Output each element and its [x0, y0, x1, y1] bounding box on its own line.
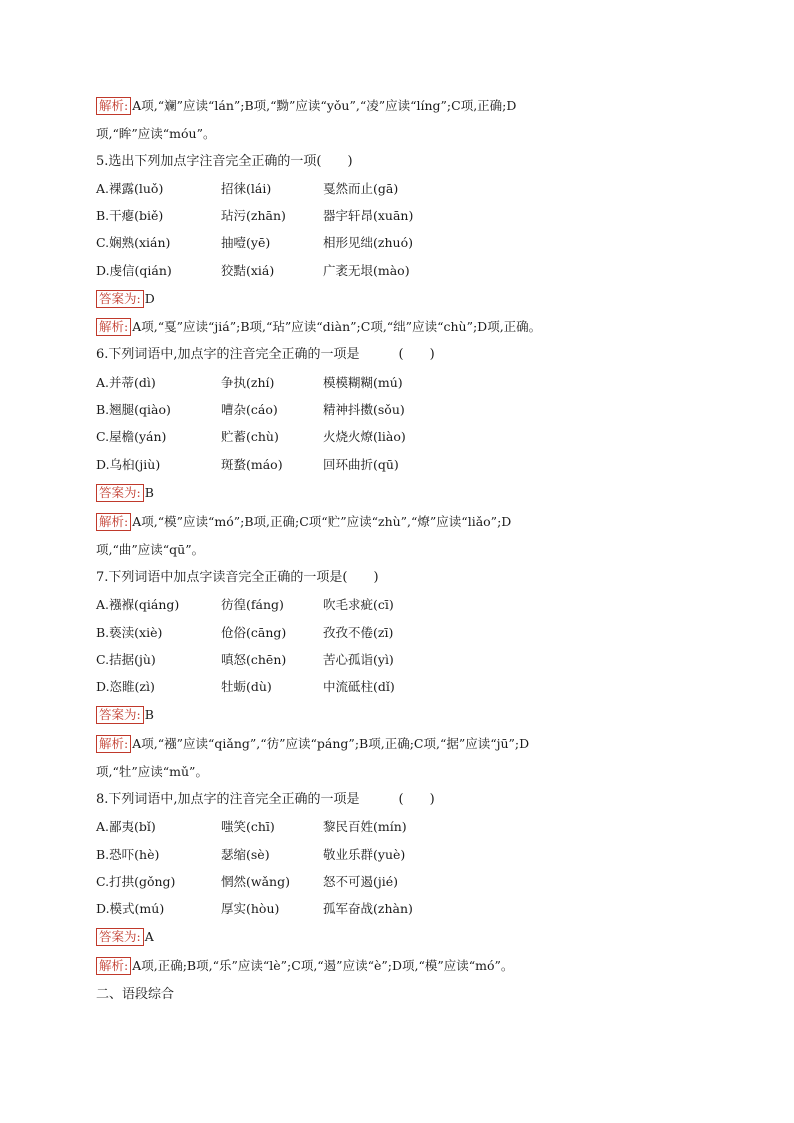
- q5-option-c-3: 相形见绌(zhuó): [323, 235, 413, 250]
- q4-analysis-line2: 项,“眸”应读“móu”。: [96, 126, 216, 141]
- q6-option-c-1: C.屋檐(yán): [96, 429, 167, 444]
- q6-analysis-line2: 项,“曲”应读“qū”。: [96, 542, 205, 557]
- q7-stem: 7.下列词语中加点字读音完全正确的一项是( ): [96, 570, 379, 585]
- q7-option-a-1: A.襁褓(qiáng): [96, 597, 180, 612]
- q6-option-d-2: 斑蝥(máo): [221, 457, 283, 472]
- q5-option-b-1: B.干瘪(biě): [96, 208, 164, 223]
- q4-analysis-line1: 解析: A项,“斓”应读“lán”;B项,“黝”应读“yǒu”,“凌”应读“líng”;C项,正确;D: [96, 97, 516, 115]
- q7-answer: 答案为: B: [96, 706, 154, 724]
- q6-analysis-line1: 解析: A项,“模”应读“mó”;B项,正确;C项“贮”应读“zhù”,“燎”应读“liǎo”;D: [96, 513, 511, 531]
- q5-stem: 5.选出下列加点字注音完全正确的一项( ): [96, 154, 353, 169]
- q8-option-b-2: 瑟缩(sè): [221, 847, 270, 862]
- answer-tag: 答案为:: [96, 706, 144, 724]
- q7-option-d-1: D.恣睢(zì): [96, 679, 155, 694]
- q5-option-a-2: 招徕(lái): [221, 181, 272, 196]
- q8-option-a-2: 嗤笑(chī): [221, 819, 275, 834]
- q6-option-d-3: 回环曲折(qū): [323, 457, 399, 472]
- q8-option-b-1: B.恐吓(hè): [96, 847, 160, 862]
- q7-option-c-3: 苦心孤诣(yì): [323, 652, 394, 667]
- q8-option-b-3: 敬业乐群(yuè): [323, 847, 406, 862]
- answer-tag: 答案为:: [96, 484, 144, 502]
- q8-answer: 答案为: A: [96, 928, 154, 946]
- q5-option-a-1: A.裸露(luǒ): [96, 181, 164, 196]
- q6-option-d-1: D.乌桕(jiù): [96, 457, 161, 472]
- q5-option-b-2: 玷污(zhān): [221, 208, 286, 223]
- analysis-tag: 解析:: [96, 97, 131, 115]
- q5-option-d-2: 狡黠(xiá): [221, 263, 275, 278]
- q6-option-b-3: 精神抖擞(sǒu): [323, 402, 405, 417]
- q5-option-a-3: 戛然而止(gā): [323, 181, 399, 196]
- section-heading: 二、语段综合: [96, 987, 175, 1002]
- analysis-tag: 解析:: [96, 735, 131, 753]
- q7-option-c-2: 嗔怒(chēn): [221, 652, 287, 667]
- q7-option-c-1: C.拮据(jù): [96, 652, 156, 667]
- q6-option-a-3: 模模糊糊(mú): [323, 375, 403, 390]
- q8-option-d-2: 厚实(hòu): [221, 901, 280, 916]
- q5-option-c-1: C.娴熟(xián): [96, 235, 171, 250]
- q8-option-c-2: 惘然(wǎng): [221, 874, 290, 889]
- q8-analysis: 解析: A项,正确;B项,“乐”应读“lè”;C项,“遏”应读“è”;D项,“模”应读“mó”。: [96, 957, 513, 975]
- q8-option-c-1: C.打拱(gǒng): [96, 874, 176, 889]
- analysis-tag: 解析:: [96, 513, 131, 531]
- q8-stem: 8.下列词语中,加点字的注音完全正确的一项是 ( ): [96, 792, 435, 807]
- q8-option-a-3: 黎民百姓(mín): [323, 819, 407, 834]
- q8-option-c-3: 怒不可遏(jié): [323, 874, 399, 889]
- analysis-tag: 解析:: [96, 318, 131, 336]
- q7-analysis-line2: 项,“牡”应读“mǔ”。: [96, 764, 208, 779]
- q6-answer: 答案为: B: [96, 484, 154, 502]
- q7-option-a-3: 吹毛求疵(cī): [323, 597, 394, 612]
- q7-option-a-2: 彷徨(fáng): [221, 597, 284, 612]
- q7-analysis-line1: 解析: A项,“襁”应读“qiǎng”,“彷”应读“páng”;B项,正确;C项,“据”应读“jū”;D: [96, 735, 529, 753]
- answer-tag: 答案为:: [96, 290, 144, 308]
- q8-option-a-1: A.鄙夷(bǐ): [96, 819, 156, 834]
- q8-option-d-3: 孤军奋战(zhàn): [323, 901, 413, 916]
- q6-option-c-3: 火烧火燎(liào): [323, 429, 406, 444]
- q7-option-b-2: 伧俗(cāng): [221, 625, 287, 640]
- analysis-tag: 解析:: [96, 957, 131, 975]
- q7-option-b-1: B.亵渎(xiè): [96, 625, 163, 640]
- q7-option-d-2: 牡蛎(dù): [221, 679, 272, 694]
- q5-option-d-3: 广袤无垠(mào): [323, 263, 410, 278]
- q7-option-b-3: 孜孜不倦(zī): [323, 625, 394, 640]
- q5-option-d-1: D.虔信(qián): [96, 263, 172, 278]
- q6-option-b-2: 嘈杂(cáo): [221, 402, 278, 417]
- q6-option-b-1: B.翘腿(qiào): [96, 402, 171, 417]
- q5-option-c-2: 抽噎(yē): [221, 235, 271, 250]
- q8-option-d-1: D.模式(mú): [96, 901, 165, 916]
- answer-tag: 答案为:: [96, 928, 144, 946]
- q7-option-d-3: 中流砥柱(dǐ): [323, 679, 395, 694]
- q6-stem: 6.下列词语中,加点字的注音完全正确的一项是 ( ): [96, 347, 435, 362]
- q6-option-a-2: 争执(zhí): [221, 375, 275, 390]
- q5-option-b-3: 器宇轩昂(xuān): [323, 208, 414, 223]
- q6-option-c-2: 贮蓄(chù): [221, 429, 279, 444]
- q6-option-a-1: A.并蒂(dì): [96, 375, 156, 390]
- q5-answer: 答案为: D: [96, 290, 155, 308]
- q5-analysis: 解析: A项,“戛”应读“jiá”;B项,“玷”应读“diàn”;C项,“绌”应读“chù”;D项,正确。: [96, 318, 541, 336]
